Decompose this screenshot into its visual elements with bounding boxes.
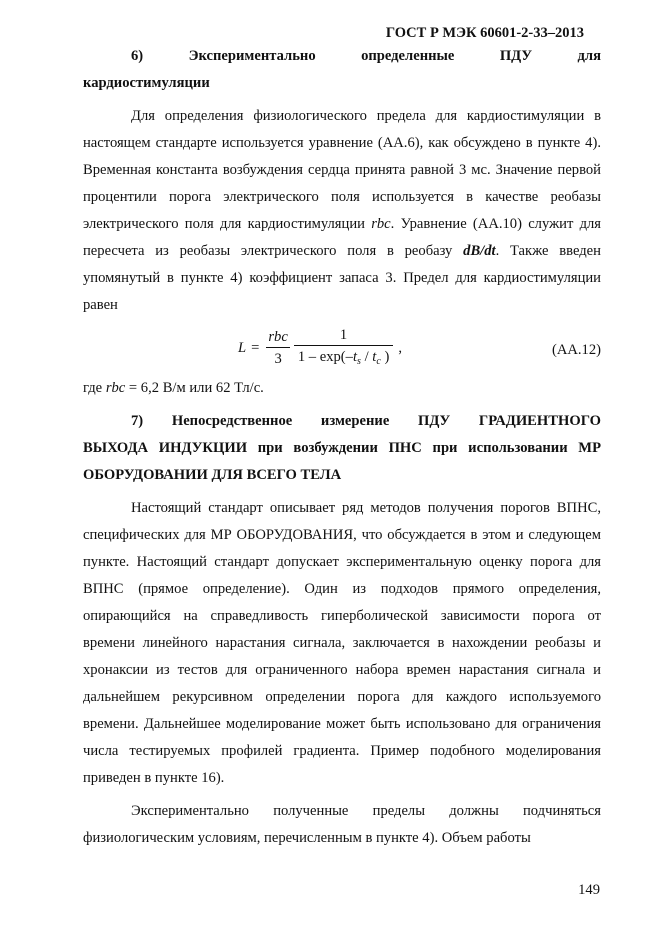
fraction-2-denominator <box>294 346 393 371</box>
section-6-word-3: ПДУ <box>499 48 533 64</box>
variable-rbc: rbc <box>371 216 391 232</box>
section-6-heading-rest: кардиостимуляции <box>83 75 210 91</box>
section-7-word-4: ГРАДИЕНТНОГО <box>478 413 601 429</box>
paragraph-pacing-limit <box>83 103 601 319</box>
formula-comma: , <box>398 339 402 356</box>
paragraph-2-text-b: = 6,2 В/м или 62 Тл/с. <box>125 380 264 396</box>
paragraph-1-text-c: . Также введен упомянутый в пункте 4) коэффициент запаса 3. Предел для кардиостимуляции равен <box>83 243 601 313</box>
section-6-number: 6) <box>131 48 144 64</box>
equation-row <box>83 325 601 371</box>
section-7-word-2: измерение <box>320 413 390 429</box>
formula-lhs: L <box>238 339 247 356</box>
section-7-word-1: Непосредственное <box>171 413 293 429</box>
fraction-2-den-slash: / <box>360 348 373 365</box>
variable-rbc-2: rbc <box>105 380 126 396</box>
equation-number: (АА.12) <box>551 342 601 358</box>
fraction-2-den-b: ) <box>380 348 390 365</box>
section-7-word-3: ПДУ <box>417 413 451 429</box>
fraction-1-denominator: 3 <box>274 351 282 367</box>
section-6-word-1: Экспериментально <box>188 48 316 64</box>
formula-fraction-1 <box>266 328 289 368</box>
formula-equals: = <box>251 339 260 356</box>
section-7-number: 7) <box>131 413 144 429</box>
formula-fraction-2 <box>294 326 393 371</box>
page-number: 149 <box>578 882 600 898</box>
page-header-standard: ГОСТ Р МЭК 60601-2-33–2013 <box>385 25 584 41</box>
paragraph-physiological: Экспериментально полученные пределы должны подчиняться физиологическим условиям, перечисленным в пункте 4). Объем работы <box>83 803 601 846</box>
fraction-1-numerator: rbc <box>266 328 289 348</box>
paragraph-where <box>83 375 601 402</box>
paragraph-1-text-a: Для определения физиологического предела для кардиостимуляции в настоящем стандарте используется уравнение (АА.6), как обсуждено в пункте 4). Временная константа возбуждения сердца принята равной 3 мс. Значение первой процентили порога электрического поля используется в качестве реобазы электрического поля для кардиостимуляции <box>83 108 601 232</box>
fraction-2-numerator: 1 <box>294 326 393 346</box>
section-7-heading <box>83 408 601 489</box>
fraction-2-den-sub-c: c <box>376 355 381 367</box>
section-7-heading-rest: ВЫХОДА ИНДУКЦИИ при возбуждении ПНС при использовании МР ОБОРУДОВАНИИ ДЛЯ ВСЕГО ТЕЛА <box>83 440 601 483</box>
variable-dbdt: dB/dt <box>463 243 496 259</box>
fraction-2-den-a: 1 – exp(– <box>297 348 353 365</box>
fraction-2-den-sub-s: s <box>357 355 361 367</box>
section-6-word-4: для <box>577 48 601 64</box>
paragraph-2-text-a: где <box>83 380 106 396</box>
section-6-heading-line <box>83 43 601 70</box>
equation-aa12 <box>238 325 402 371</box>
section-6-word-2: определенные <box>361 48 455 64</box>
paragraph-methods: Настоящий стандарт описывает ряд методов получения порогов ВПНС, специфических для МР ОБОРУДОВАНИЯ, что обсуждается в этом и следующем пункте. Настоящий стандарт допускает экспериментальную оценку порога для ВПНС (прямое определение). Один из подходов прямого определения, опирающийся на справедливость гиперболической зависимости порога от времени линейного нарастания сигнала, заключается в нахождении реобазы и хронаксии из тестов для ограниченного набора времен нарастания сигнала и дальнейшем рекурсивном определении порога для каждого используемого времени. Дальнейшее моделирование может быть использовано для ограничения числа тестируемых профилей градиента. Пример подобного моделирования приведен в пункте 16). <box>83 500 601 786</box>
section-7-heading-line <box>83 408 601 435</box>
paragraph-1-text-b: . Уравнение (АА.10) служит для пересчета из реобазы электрического поля в реобазу <box>83 216 602 259</box>
fraction-2-den-t1: t <box>352 348 358 365</box>
document-body <box>83 43 601 852</box>
section-6-heading <box>83 43 601 97</box>
fraction-2-den-t2: t <box>372 348 377 365</box>
